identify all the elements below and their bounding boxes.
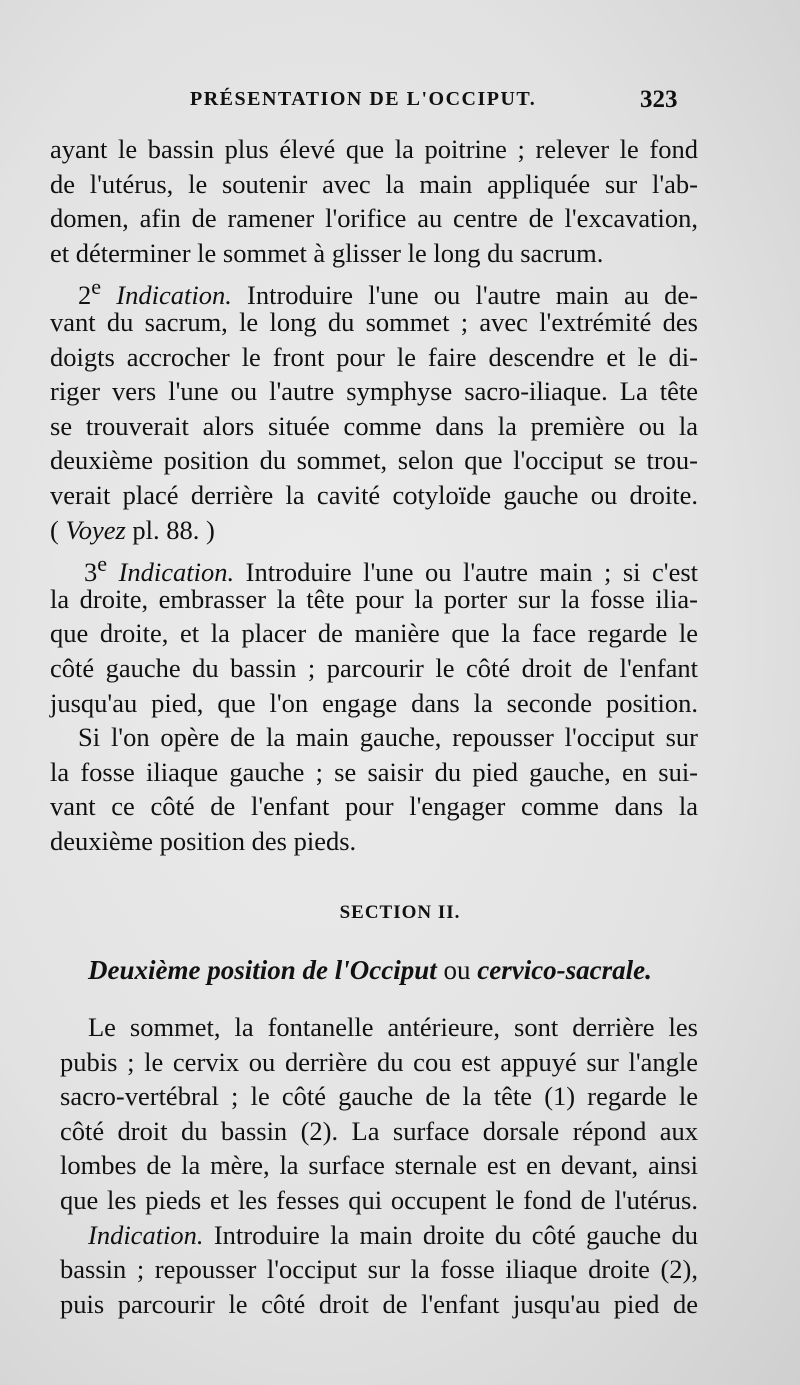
indication-label: Indication.	[116, 280, 232, 311]
text-line: puis parcourir le côté droit de l'enfant jusqu'au pied de	[60, 1288, 698, 1319]
text-line: côté gauche du bassin ; parcourir le côté droit de l'enfant	[50, 652, 698, 683]
plate-reference: ( Voyez pl. 88. )	[50, 514, 215, 545]
page-header	[0, 86, 800, 116]
text-line: sacro-vertébral ; le côté gauche de la tête (1) regarde le	[60, 1081, 698, 1112]
text-line: Si l'on opère de la main gauche, repousser l'occiput sur	[78, 722, 698, 753]
running-title: PRÉSENTATION DE L'OCCIPUT.	[190, 88, 537, 110]
text-line: vant du sacrum, le long du sommet ; avec l'extrémité des	[50, 306, 698, 337]
main-text	[50, 132, 698, 858]
text-line: côté droit du bassin (2). La surface dorsale répond aux	[60, 1115, 698, 1146]
indication-2-first-line	[50, 270, 699, 311]
text-line: que les pieds et les fesses qui occupent le fond de l'utérus.	[60, 1184, 698, 1215]
text-line: domen, afin de ramener l'orifice au centre de l'excavation,	[50, 203, 698, 234]
text-line: riger vers l'une ou l'autre symphyse sacro-iliaque. La tête	[50, 376, 698, 407]
text-line: pubis ; le cervix ou derrière du cou est appuyé sur l'angle	[60, 1046, 698, 1077]
text-line: de l'utérus, le soutenir avec la main appliquée sur l'ab-	[50, 168, 698, 199]
indication-3-first-line	[50, 547, 699, 587]
text-line: deuxième position des pieds.	[50, 825, 357, 856]
reference-italic: Voyez	[65, 514, 126, 545]
text-line: verait placé derrière la cavité cotyloïde gauche ou droite.	[50, 479, 698, 510]
text-line: lombes de la mère, la surface sternale est en devant, ainsi	[60, 1150, 698, 1181]
indication-sup: e	[97, 551, 108, 577]
text-line: que droite, et la placer de manière que la face regarde le	[50, 618, 698, 649]
text-line: la fosse iliaque gauche ; se saisir du pied gauche, en sui-	[50, 756, 698, 787]
section-text	[60, 1010, 698, 1321]
indication-text: Introduire l'une ou l'autre main ; si c'est	[245, 556, 699, 587]
text-line: jusqu'au pied, que l'on engage dans la seconde position.	[50, 687, 698, 718]
text-line: doigts accrocher le front pour le faire descendre et le di-	[50, 341, 698, 372]
indication-first-line	[60, 1218, 698, 1253]
text-line: la droite, embrasser la tête pour la porter sur la fosse ilia-	[50, 583, 698, 614]
indication-label: Indication.	[88, 1219, 204, 1250]
indication-number: 2	[78, 280, 92, 311]
indication-number: 3	[84, 556, 98, 587]
text-line: Le sommet, la fontanelle antérieure, sont derrière les	[88, 1012, 698, 1042]
text-line: et déterminer le sommet à glisser le long du sacrum.	[50, 237, 604, 268]
text-line: deuxième position du sommet, selon que l'occiput se trou-	[50, 445, 698, 476]
section-heading: SECTION II.	[339, 902, 461, 923]
text-line: ayant le bassin plus élevé que la poitrine ; relever le fond	[50, 134, 698, 164]
indication-text: Introduire la main droite du côté gauche du	[213, 1219, 698, 1250]
indication-sup: e	[91, 274, 102, 300]
text-line: vant ce côté de l'enfant pour l'engager comme dans la	[50, 791, 698, 822]
page-number: 323	[640, 86, 678, 113]
indication-label: Indication.	[118, 556, 235, 587]
section-subtitle: Deuxième position de l'Occiput ou cervico-sacrale.	[88, 955, 652, 985]
text-line: se trouverait alors située comme dans la première ou la	[50, 410, 698, 441]
indication-text: Introduire l'une ou l'autre main au de-	[247, 280, 699, 311]
text-line: bassin ; repousser l'occiput sur la fosse iliaque droite (2),	[60, 1254, 698, 1285]
